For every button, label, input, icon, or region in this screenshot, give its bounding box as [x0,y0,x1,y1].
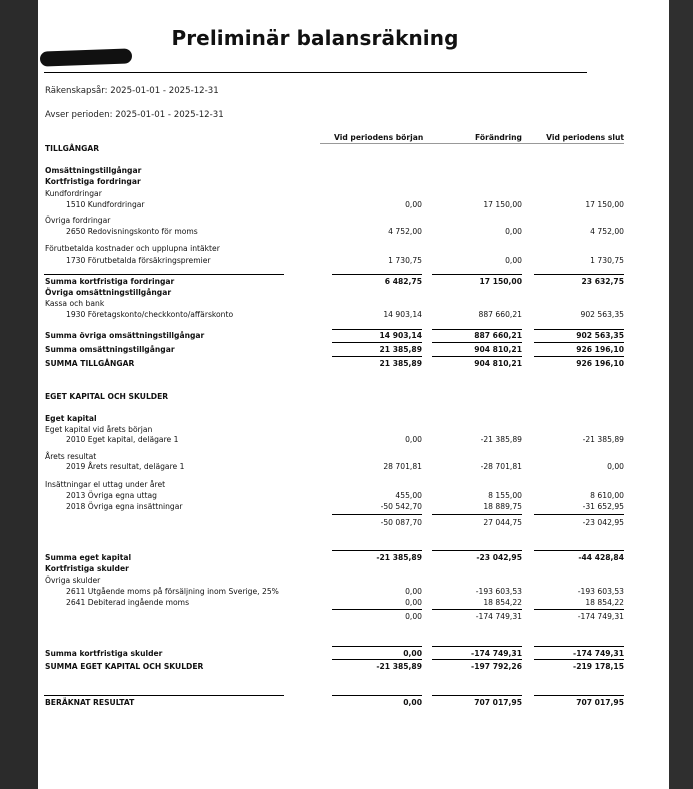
sum-divider [432,659,522,660]
section-divider [44,695,284,696]
row-label: Insättningar el uttag under året [45,480,166,489]
value-start: 14 903,14 [383,310,422,319]
value-end: -174 749,31 [577,612,624,621]
value-end: 902 563,35 [576,331,624,340]
value-start: -50 087,70 [380,518,422,527]
sum-divider [332,695,422,696]
row-label: Kundfordringar [45,189,102,198]
sum-divider [534,646,624,647]
row-label: 2010 Eget kapital, delägare 1 [66,435,179,444]
row-label: Omsättningstillgångar [45,166,142,175]
row-label: Övriga skulder [45,576,101,585]
sum-divider [534,659,624,660]
value-end: -44 428,84 [578,553,624,562]
value-start: 0,00 [403,649,422,658]
value-change: 17 150,00 [479,277,522,286]
sum-divider [432,356,522,357]
sum-divider [332,514,422,515]
value-end: -21 385,89 [582,435,624,444]
value-end: 902 563,35 [580,310,624,319]
row-label: Eget kapital [45,414,97,423]
sum-divider [534,274,624,275]
sum-divider [534,329,624,330]
row-label: 2018 Övriga egna insättningar [66,502,183,511]
value-end: 4 752,00 [590,227,624,236]
title-divider [44,72,587,73]
value-change: 27 044,75 [483,518,522,527]
sum-divider [332,342,422,343]
value-change: -174 749,31 [475,612,522,621]
value-start: 14 903,14 [379,331,422,340]
sum-divider [432,609,522,610]
value-start: 28 701,81 [383,462,422,471]
sum-divider [432,274,522,275]
sum-divider [432,329,522,330]
value-change: -28 701,81 [480,462,522,471]
row-label: 2611 Utgående moms på försäljning inom Sverige, 25% [66,587,279,596]
row-label: 1930 Företagskonto/checkkonto/affärskonto [66,310,234,319]
sum-divider [332,609,422,610]
value-end: 707 017,95 [576,698,624,707]
sum-divider [534,514,624,515]
redacted-logo [40,48,132,66]
value-change: 887 660,21 [474,331,522,340]
sum-divider [534,356,624,357]
value-start: -21 385,89 [376,662,422,671]
value-end: 18 854,22 [585,598,624,607]
value-end: 926 196,10 [576,345,624,354]
row-label: 2650 Redovisningskonto för moms [66,227,198,236]
row-label: Summa övriga omsättningstillgångar [45,331,205,340]
value-start: 21 385,89 [379,345,422,354]
row-label: Kassa och bank [45,299,105,308]
value-change: 887 660,21 [478,310,522,319]
row-label: 2013 Övriga egna uttag [66,491,157,500]
value-start: 4 752,00 [388,227,422,236]
value-change: 8 155,00 [488,491,522,500]
value-change: 904 810,21 [474,359,522,368]
row-label: 2019 Årets resultat, delägare 1 [66,462,185,471]
sum-divider [332,659,422,660]
value-change: -197 792,26 [471,662,522,671]
row-label: Eget kapital vid årets början [45,425,153,434]
value-change: 17 150,00 [483,200,522,209]
sum-divider [432,514,522,515]
sum-divider [534,342,624,343]
row-label: Kortfristiga skulder [45,564,129,573]
fiscal-year: Räkenskapsår: 2025-01-01 - 2025-12-31 [45,86,219,96]
value-end: -23 042,95 [582,518,624,527]
value-end: 0,00 [607,462,624,471]
sum-divider [432,695,522,696]
sum-divider [432,550,522,551]
value-change: 0,00 [505,227,522,236]
value-start: -21 385,89 [376,553,422,562]
value-change: -21 385,89 [480,435,522,444]
header-divider [320,143,624,144]
value-change: 0,00 [505,256,522,265]
page-title: Preliminär balansräkning [171,26,459,50]
value-end: -31 652,95 [582,502,624,511]
column-header-start: Vid periodens början [334,133,424,142]
sum-divider [534,609,624,610]
value-start: 0,00 [403,698,422,707]
column-header-change: Förändring [475,133,522,142]
value-end: -193 603,53 [577,587,624,596]
value-change: -174 749,31 [471,649,522,658]
row-label: Summa kortfristiga fordringar [45,277,175,286]
sum-divider [432,342,522,343]
row-label: 1510 Kundfordringar [66,200,145,209]
sum-divider [432,646,522,647]
row-label: SUMMA EGET KAPITAL OCH SKULDER [45,662,204,671]
row-label: Summa eget kapital [45,553,132,562]
value-end: -219 178,15 [573,662,624,671]
row-label: Årets resultat [45,452,97,461]
viewer-scrollbar[interactable] [669,0,693,789]
value-change: 18 889,75 [483,502,522,511]
value-end: -174 749,31 [573,649,624,658]
value-start: 0,00 [405,612,422,621]
row-label: Summa omsättningstillgångar [45,345,175,354]
value-start: 21 385,89 [379,359,422,368]
section-divider [44,274,284,275]
value-change: 707 017,95 [474,698,522,707]
value-change: -193 603,53 [475,587,522,596]
value-change: -23 042,95 [476,553,522,562]
value-start: -50 542,70 [380,502,422,511]
sum-divider [332,274,422,275]
value-end: 926 196,10 [576,359,624,368]
value-start: 0,00 [405,200,422,209]
row-label: Summa kortfristiga skulder [45,649,163,658]
sum-divider [332,329,422,330]
value-change: 18 854,22 [483,598,522,607]
value-end: 1 730,75 [590,256,624,265]
value-end: 17 150,00 [585,200,624,209]
column-header-end: Vid periodens slut [546,133,624,142]
row-label: Övriga fordringar [45,216,111,225]
row-label: TILLGÅNGAR [45,144,100,153]
report-period: Avser perioden: 2025-01-01 - 2025-12-31 [45,110,224,120]
row-label: EGET KAPITAL OCH SKULDER [45,392,169,401]
row-label: Förutbetalda kostnader och upplupna intäkter [45,244,220,253]
row-label: 2641 Debiterad ingående moms [66,598,190,607]
value-start: 6 482,75 [384,277,422,286]
sum-divider [534,550,624,551]
sum-divider [332,550,422,551]
value-start: 0,00 [405,435,422,444]
value-end: 8 610,00 [590,491,624,500]
row-label: Kortfristiga fordringar [45,177,141,186]
row-label: Övriga omsättningstillgångar [45,288,172,297]
sum-divider [534,695,624,696]
value-start: 0,00 [405,587,422,596]
sum-divider [332,356,422,357]
value-start: 1 730,75 [388,256,422,265]
value-change: 904 810,21 [474,345,522,354]
row-label: SUMMA TILLGÅNGAR [45,359,135,368]
row-label: BERÄKNAT RESULTAT [45,698,135,707]
value-start: 455,00 [395,491,422,500]
value-start: 0,00 [405,598,422,607]
sum-divider [332,646,422,647]
value-end: 23 632,75 [581,277,624,286]
row-label: 1730 Förutbetalda försäkringspremier [66,256,211,265]
